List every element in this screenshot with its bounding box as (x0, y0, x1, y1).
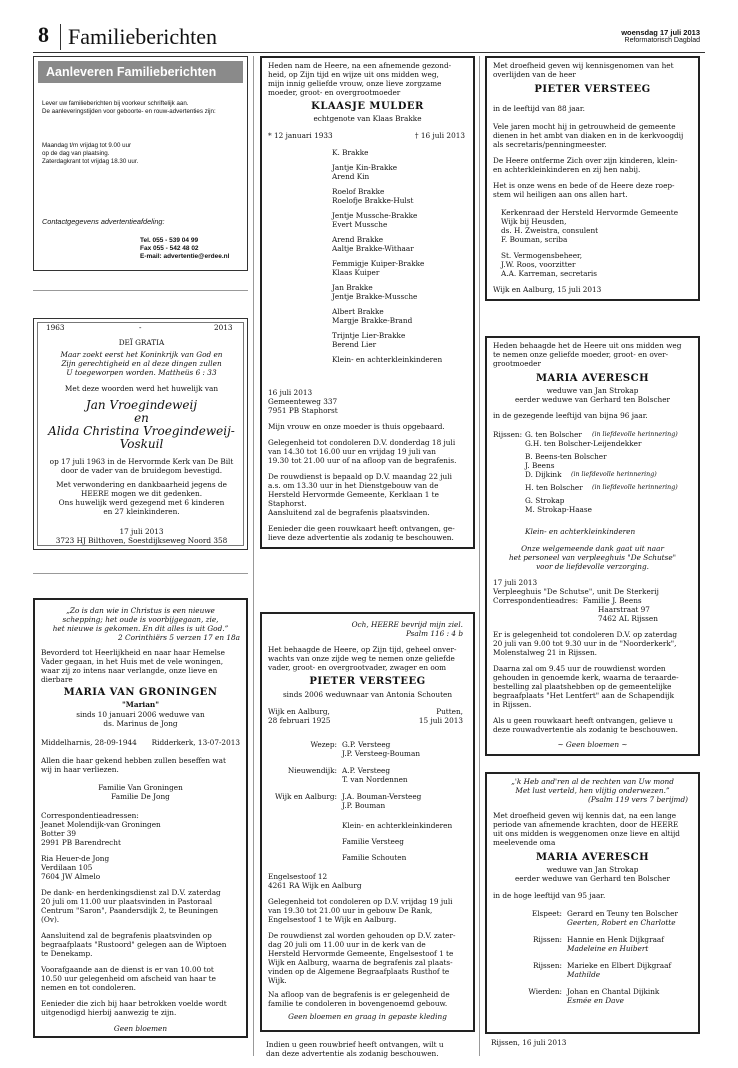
obit-address: Ria Heuer-de Jong (41, 854, 110, 863)
obit-text: Engelsestoof 1 te Wijk en Aalburg. (268, 915, 397, 924)
obit-family-member: Albert Brakke (332, 307, 384, 316)
obit-family-note: (in liefdevolle herinnering) (571, 471, 657, 478)
obit-signatory: Wijk bij Heusden, (501, 217, 567, 226)
obit-signatory: Kerkenraad der Hersteld Hervormde Gemeente (501, 208, 679, 217)
obit-family-children: Geerten, Robert en Charlotte (567, 918, 676, 927)
obit-text: Aansluitend zal de begrafenis plaatsvinden. (268, 508, 430, 517)
obit-age: in de hoge leeftijd van 95 jaar. (493, 891, 606, 900)
obit-address: Jeanet Molendijk-van Groningen (41, 820, 161, 829)
contact-fax: Fax 055 - 542 48 02 (140, 245, 199, 252)
obit-text: Het is onze wens en bede of de Heere deze roep- (493, 181, 675, 190)
wedding-dash: - (139, 323, 142, 332)
obit-date: Wijk en Aalburg, 15 juli 2013 (493, 285, 602, 294)
obit-verse-ref: Psalm 116 : 4 b (405, 629, 463, 638)
obit-family-member: Jantje Kin-Brakke (332, 163, 398, 172)
obit-spouse: echtgenote van Klaas Brakke (313, 114, 422, 123)
column-divider-1 (253, 56, 254, 1056)
obit-text: Mijn vrouw en onze moeder is thuis opgebaard. (268, 422, 445, 431)
obit-date: 17 juli 2013 (493, 578, 538, 587)
obit-address: Botter 39 (41, 829, 77, 838)
obit-died: 15 juli 2013 (418, 716, 463, 725)
wedding-text: door de vader van de bruidegom bevestigd. (60, 466, 223, 475)
obit-text: Na afloop van de begrafenis is er gelegenheid de (268, 990, 450, 999)
info-line: Lever uw familieberichten bij voorkeur schriftelijk aan. (42, 100, 189, 107)
obit-family-member: Johan en Chantal Dijkink (567, 987, 660, 996)
obit-address: 7951 PB Staphorst (268, 406, 338, 415)
obit-text: Molenstalweg 21 in Rijssen. (493, 648, 598, 657)
obituary-mulder (260, 56, 475, 549)
obit-text: Vader gegaan, in het Huis met de vele woningen, (41, 657, 224, 666)
obit-text: nemen en tot condoleren. (41, 983, 136, 992)
info-times: Maandag t/m vrijdag tot 9.00 uur (42, 142, 132, 149)
obit-family-member: G.P. Versteeg (342, 740, 391, 749)
obit-date: 16 juli 2013 (268, 388, 313, 397)
obit-family-member: Arend Brakke (332, 235, 384, 244)
obit-text: te Denekamp. (41, 949, 93, 958)
obit-text: waar zij zo intens naar verlangde, onze lieve en (41, 666, 218, 675)
obit-family-member: J. Beens (525, 461, 555, 470)
obit-family-note: (in liefdevolle herinnering) (592, 484, 678, 491)
obit-text: lieve deze advertentie als zodanig te beschouwen. (268, 533, 454, 542)
obit-verse: het nieuwe is gekomen. En dit alles is uit God.” (52, 624, 229, 633)
obit-spouse: weduwe van Jan Strokap (546, 386, 639, 395)
obit-verse: schepping; het oude is voorbijgegaan, zie, (62, 615, 219, 624)
obit-spouse: eerder weduwe van Gerhard ten Bolscher (514, 395, 671, 404)
obit-flowers: Geen bloemen en graag in gepaste kleding (288, 1012, 447, 1021)
obit-text: dierbare (41, 675, 73, 684)
obit-text: Vele jaren mocht hij in getrouwheid de gemeente (493, 122, 676, 131)
obit-text: dag 20 juli om 11.00 uur in de kerk van de (268, 940, 426, 949)
obit-family-member: H. ten Bolscher (525, 483, 583, 492)
page-number: 8 (38, 22, 49, 47)
obit-address: Verpleeghuis "De Schutse", unit De Sterkerij (493, 587, 659, 596)
obit-birthplace: Wijk en Aalburg, (268, 707, 330, 716)
obit-age: in de gezegende leeftijd van bijna 96 jaar. (493, 411, 648, 420)
contact-email: E-mail: advertentie@erdee.nl (140, 253, 230, 260)
obit-address: Correspondentieadres: Familie J. Beens (493, 596, 642, 605)
issue-date: woensdag 17 juli 2013 (621, 28, 700, 37)
obit-family-member: J.P. Versteeg-Bouman (342, 749, 421, 758)
obit-corr-label: Correspondentieadressen: (41, 811, 139, 820)
obit-family-member: Jentje Mussche-Brakke (332, 211, 418, 220)
obit-signatory: J.W. Roos, voorzitter (501, 260, 576, 269)
obit-address: Haarstraat 97 (598, 605, 650, 614)
obit-text: als secretaris/penningmeester. (493, 140, 607, 149)
obit-family-member: G. Strokap (525, 496, 565, 505)
info-line: De aanleveringstijden voor geboorte- en rouw-advertenties zijn: (42, 108, 216, 115)
separator-rule (33, 290, 248, 291)
info-box (33, 56, 248, 271)
obit-text: Met droefheid geven wij kennisgenomen van het (493, 61, 674, 70)
obit-family-member: B. Beens-ten Bolscher (525, 452, 607, 461)
wedding-text: op 17 juli 1963 in de Hervormde Kerk van De Bilt (49, 457, 234, 466)
obit-verse: „'k Heb and'ren al de rechten van Uw mond (511, 777, 674, 786)
obit-text: Eenieder die zich bij haar betrokken voelde wordt (41, 999, 227, 1008)
obit-signatory: St. Vermogensbeheer, (501, 251, 583, 260)
obit-family-member: Roelof Brakke (332, 187, 385, 196)
obit-family-place: Rijssen: (532, 961, 562, 970)
obit-text: (Ov). (41, 915, 60, 924)
wedding-text: Met verwondering en dankbaarheid jegens de (56, 480, 227, 489)
obit-text: Heden behaagde het de Heere uit ons midden weg (493, 341, 682, 350)
obit-family-member: Berend Lier (332, 340, 377, 349)
header-divider (60, 24, 61, 50)
obit-text: wij in haar verliezen. (41, 765, 119, 774)
obit-text: 20 juli van 9.00 tot 9.30 uur in de "Noorderkerk", (493, 639, 677, 648)
obit-text: van 19.30 tot 21.00 uur in gebouw De Rank, (268, 906, 433, 915)
wedding-announcement (33, 318, 248, 550)
obit-family-member: A.P. Versteeg (342, 766, 391, 775)
obit-name: MARIA AVERESCH (535, 852, 650, 863)
obit-text: in Rijssen. (493, 700, 532, 709)
obit-text: Wijk. (268, 976, 287, 985)
obit-closing: Geen bloemen (113, 1024, 168, 1033)
obit-text: De rouwdienst is bepaald op D.V. maandag 22 juli (268, 472, 452, 481)
wedding-verse: U toegeworpen worden. Mattheüs 6 : 33 (66, 368, 217, 377)
wedding-name-and: en (134, 411, 149, 425)
obit-thanks: Onze welgemeende dank gaat uit naar (521, 544, 664, 553)
obit-text: Centrum "Saron", Paandersdijk 2, te Beuningen (41, 906, 219, 915)
contact-label: Contactgegevens advertentieafdeling: (42, 217, 165, 226)
obit-family-member: Jan Brakke (332, 283, 373, 292)
obit-text: De rouwdienst zal worden gehouden op D.V. zater- (268, 931, 456, 940)
obit-name: KLAASJE MULDER (311, 101, 424, 112)
wedding-text: HEERE mogen we dit gedenken. (80, 489, 203, 498)
obit-text: periode van afnemende krachten, door de HEERE (493, 820, 679, 829)
obit-family-member: Klaas Kuiper (332, 268, 380, 277)
wedding-date: 17 juli 2013 (119, 527, 164, 536)
obit-family: Familie Schouten (342, 853, 407, 862)
obit-verse: Met lust verteld, hen vlijtig onderwezen.” (515, 786, 670, 795)
obit-family-member: Gerard en Teuny ten Bolscher (567, 909, 678, 918)
obit-place: Rijssen: (493, 430, 523, 439)
obit-text: en achterkleinkinderen en zij hen nabij. (493, 165, 641, 174)
obit-died: † 16 juli 2013 (414, 131, 465, 140)
obit-born: 28 februari 1925 (268, 716, 331, 725)
obit-text: Bevorderd tot Heerlijkheid en naar haar Hemelse (41, 648, 225, 657)
obit-text: De Heere ontferme Zich over zijn kinderen, klein- (493, 156, 678, 165)
obit-address: Engelsestoof 12 (268, 872, 328, 881)
obit-spouse: eerder weduwe van Gerhard ten Bolscher (514, 874, 671, 883)
wedding-year-from: 1963 (46, 323, 65, 332)
wedding-name-wife: Alida Christina Vroegindeweij- (48, 424, 235, 438)
wedding-text: Ons huwelijk werd gezegend met 6 kinderen (58, 498, 225, 507)
obit-family-member: K. Brakke (332, 148, 369, 157)
separator-rule (33, 573, 248, 574)
obit-family-place: Rijssen: (532, 935, 562, 944)
wedding-name-wife-2: Voskuil (119, 437, 164, 451)
obit-text: a.s. om 13.30 uur in het Dienstgebouw van de (268, 481, 439, 490)
obit-family-member: T. van Nordennen (342, 775, 408, 784)
obit-spouse: ds. Marinus de Jong (103, 719, 178, 728)
obit-thanks: het personeel van verpleeghuis "De Schutse" (508, 553, 677, 562)
obit-family-place: Elspeet: (531, 909, 562, 918)
obituary-versteeg-family (260, 612, 475, 1032)
obit-text: 19.30 tot 21.00 uur of na afloop van de begrafenis. (268, 456, 457, 465)
wedding-address: 3723 HJ Bilthoven, Soestdijkseweg Noord 358 (55, 536, 228, 545)
obit-text: Het behaagde de Heere, op Zijn tijd, geheel onver- (268, 645, 457, 654)
obit-text: gehouden in genoemde kerk, waarna de teraarde- (493, 673, 679, 682)
obit-text: stem wil heiligen aan ons allen hart. (493, 190, 628, 199)
obit-text: begraafplaats "Het Lentfert" aan de Schapendijk (493, 691, 674, 700)
info-box-heading: Aanleveren Familieberichten (38, 61, 243, 83)
obit-spouse: sinds 2006 weduwnaar van Antonia Schouten (282, 690, 453, 699)
obit-spouse: sinds 10 januari 2006 weduwe van (76, 710, 205, 719)
obit-text: deze rouwadvertentie als zodanig te beschouwen. (493, 725, 678, 734)
obit-age: in de leeftijd van 88 jaar. (493, 104, 585, 113)
obit-born: * 12 januari 1933 (268, 131, 333, 140)
obit-family-member: Jentje Brakke-Mussche (332, 292, 418, 301)
obit-text: Allen die haar gekend hebben zullen beseffen wat (41, 756, 226, 765)
contact-tel: Tel. 055 - 539 04 99 (140, 237, 199, 244)
obit-text: Met droefheid geven wij kennis dat, na een lange (493, 811, 677, 820)
obit-verse: „Zo is dan wie in Christus is een nieuwe (66, 606, 215, 615)
obit-name: PIETER VERSTEEG (534, 84, 651, 95)
obit-family-children: Esmée en Dave (567, 996, 624, 1005)
obit-family: Klein- en achterkleinkinderen (342, 821, 453, 830)
wedding-year-to: 2013 (214, 323, 233, 332)
obit-family-member: G.H. ten Bolscher-Leijendekker (525, 439, 642, 448)
obit-text: vinden op de Algemene Begraafplaats Rusthof te (268, 967, 450, 976)
obit-family-member: Aaltje Brakke-Withaar (332, 244, 414, 253)
obit-family-member: Trijntje Lier-Brakke (332, 331, 406, 340)
obit-text: Indien u geen rouwbrief heeft ontvangen, wilt u (266, 1040, 444, 1049)
obituary-averesch-grandchildren (485, 772, 700, 1034)
obit-text: bestelling zal plaatshebben op de gemeentelijke (493, 682, 672, 691)
obit-text: Er is gelegenheid tot condoleren D.V. op zaterdag (493, 630, 678, 639)
obit-text: Gelegenheid tot condoleren op D.V. vrijdag 19 juli (268, 897, 453, 906)
obit-text: familie te condoleren in bovengenoemd gebouw. (268, 999, 448, 1008)
wedding-name-husband: Jan Vroegindeweij (85, 398, 198, 412)
obit-text: Voorafgaande aan de dienst is er van 10.00 tot (41, 965, 214, 974)
wedding-verse: Zijn gerechtigheid en al deze dingen zullen (61, 359, 222, 368)
obit-family: Familie Versteeg (342, 837, 404, 846)
obit-text: Staphorst. (268, 499, 307, 508)
obit-family-member: J.A. Bouman-Versteeg (342, 792, 422, 801)
obit-text: dan deze advertentie als zodanig beschouwen. (266, 1049, 439, 1058)
obit-text: Daarna zal om 9.45 uur de rouwdienst worden (493, 664, 666, 673)
section-title: Familieberichten (68, 24, 218, 49)
obit-born: Middelharnis, 28-09-1944 (41, 738, 137, 747)
wedding-text: en 27 kleinkinderen. (103, 507, 180, 516)
obit-address: Gemeenteweg 337 (268, 397, 338, 406)
obit-text: vader, groot- en overgrootvader, zwager en oom (268, 663, 447, 672)
obit-signatory: F. Bouman, scriba (501, 235, 568, 244)
obit-text: heid, op Zijn tijd en wijze uit ons midden weg, (268, 70, 439, 79)
obituary-averesch-family (485, 336, 700, 756)
obit-signatory: A.A. Karreman, secretaris (501, 269, 598, 278)
newspaper-name: Reformatorisch Dagblad (624, 37, 700, 44)
obit-family: Klein- en achterkleinkinderen (525, 527, 636, 536)
obit-spouse: weduwe van Jan Strokap (546, 865, 639, 874)
obit-family-member: Margje Brakke-Brand (332, 316, 413, 325)
obit-verse: Och, HEERE bevrijd mijn ziel. (351, 620, 463, 629)
column-divider-2 (479, 56, 480, 1056)
obit-deathplace: Putten, (436, 707, 463, 716)
obit-family-place: Wezep: (310, 740, 337, 749)
obit-text: Aansluitend zal de begrafenis plaatsvinden op (41, 931, 212, 940)
obit-died: Ridderkerk, 13-07-2013 (151, 738, 240, 747)
obit-text: te nemen onze geliefde moeder, groot- en over- (493, 350, 669, 359)
obit-family-member: G. ten Bolscher (525, 430, 582, 439)
obit-verse-ref: 2 Corinthiërs 5 verzen 17 en 18a (118, 633, 240, 642)
obit-family: Familie Van Groningen (98, 783, 183, 792)
obit-nickname: "Marian" (121, 700, 160, 709)
obit-text: 10.50 uur gelegenheid om afscheid van haar te (41, 974, 216, 983)
obit-signatory: ds. H. Zweistra, consulent (501, 226, 599, 235)
obit-text: uit ons midden is weggenomen onze lieve en altijd (493, 829, 680, 838)
obit-text: Wijk en Aalburg, waarna de begrafenis zal plaats- (268, 958, 453, 967)
header-rule (33, 52, 705, 53)
obit-family-member: J.P. Bouman (342, 801, 386, 810)
obit-family-member: Evert Mussche (332, 220, 388, 229)
obit-name: MARIA VAN GRONINGEN (63, 687, 218, 698)
obit-text: begraafplaats "Rustoord" gelegen aan de Wiptoen (41, 940, 227, 949)
obit-family-member: Hannie en Henk Dijkgraaf (567, 935, 664, 944)
obit-family-place: Wijk en Aalburg: (275, 792, 337, 801)
obit-text: van 14.30 tot 16.00 uur en vrijdag 19 juli van (268, 447, 436, 456)
obit-text: Hersteld Hervormde Gemeente, Kerklaan 1 te (268, 490, 439, 499)
obit-family-member: Arend Kin (332, 172, 370, 181)
obit-name: PIETER VERSTEEG (309, 676, 426, 687)
obit-family-member: Roelofje Brakke-Hulst (332, 196, 414, 205)
obit-text: Als u geen rouwkaart heeft ontvangen, gelieve u (493, 716, 673, 725)
obit-family-note: (in liefdevolle herinnering) (592, 431, 678, 438)
obit-family-children: Madeleine en Huibert (567, 944, 649, 953)
obit-family-member: D. Dijkink (525, 470, 562, 479)
obit-closing: ~ Geen bloemen ~ (557, 740, 628, 749)
obit-verse-ref: (Psalm 119 vers 7 berijmd) (588, 795, 688, 804)
obit-text: De dank- en herdenkingsdienst zal D.V. zaterdag (41, 888, 221, 897)
obit-address: 2991 PB Barendrecht (41, 838, 121, 847)
obit-family-member: M. Strokap-Haase (525, 505, 592, 514)
obit-text: Heden nam de Heere, na een afnemende gezond- (268, 61, 452, 70)
obit-text: meelevende oma (493, 838, 556, 847)
obit-family-place: Wierden: (528, 987, 562, 996)
obituary-versteeg-church (485, 56, 700, 301)
obit-family-place: Nieuwendijk: (287, 766, 337, 775)
obit-address: 7604 JW Almelo (41, 872, 101, 881)
obit-text: Hersteld Hervormde Gemeente, Engelsestoof 1 te (268, 949, 454, 958)
obit-family-children: Mathilde (567, 970, 601, 979)
obit-text: 20 juli om 11.00 uur plaatsvinden in Pastoraal (41, 897, 213, 906)
obit-family-member: Marieke en Elbert Dijkgraaf (567, 961, 672, 970)
info-times: Zaterdagkrant tot vrijdag 18.30 uur. (42, 158, 139, 165)
obit-text: Eenieder die geen rouwkaart heeft ontvangen, ge- (268, 524, 455, 533)
obit-address: Verdilaan 105 (41, 863, 93, 872)
obit-text: wachts van onze zijde weg te nemen onze geliefde (268, 654, 455, 663)
wedding-intro: Met deze woorden werd het huwelijk van (64, 384, 219, 393)
obituary-van-groningen (33, 598, 248, 1038)
obit-text: dienen in het ambt van diaken en in de kerkvoogdij (493, 131, 684, 140)
page-header (0, 0, 738, 50)
obit-text: moeder, groot- en overgrootmoeder (268, 88, 401, 97)
obit-name: MARIA AVERESCH (535, 373, 650, 384)
wedding-verse: Maar zoekt eerst het Koninkrijk van God en (60, 350, 223, 359)
obit-date: Rijssen, 16 juli 2013 (491, 1038, 567, 1047)
obit-family: Familie De Jong (111, 792, 170, 801)
obit-text: mijn innig geliefde vrouw, onze lieve zorgzame (268, 79, 442, 88)
obit-text: uitgenodigd hierbij aanwezig te zijn. (41, 1008, 177, 1017)
obit-address: 7462 AL Rijssen (598, 614, 658, 623)
obit-thanks: voor de liefdevolle verzorging. (536, 562, 649, 571)
obit-address: 4261 RA Wijk en Aalburg (268, 881, 362, 890)
wedding-dei-gratia: DEÏ GRATIA (118, 338, 165, 347)
obit-family-member: Klein- en achterkleinkinderen (332, 355, 443, 364)
obit-family-member: Femmigje Kuiper-Brakke (332, 259, 425, 268)
obit-text: grootmoeder (493, 359, 541, 368)
obit-text: Gelegenheid tot condoleren D.V. donderdag 18 juli (268, 438, 456, 447)
obit-text: overlijden van de heer (493, 70, 576, 79)
info-times: op de dag van plaatsing. (42, 150, 110, 157)
